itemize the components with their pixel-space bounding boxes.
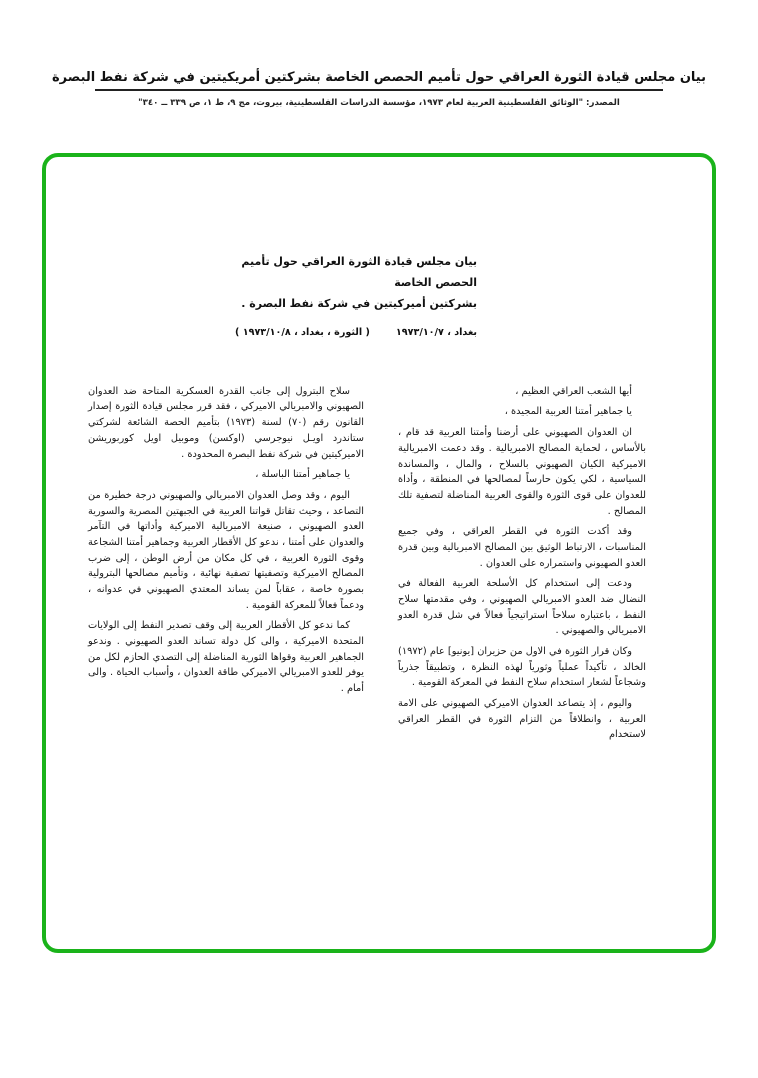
statement-heading-line-1: بيان مجلس قيادة الثورة العراقي حول تأميم الحصص الخاصة <box>241 254 477 289</box>
dateline-ref: ( الثورة ، بغداد ، ١٩٧٣/١٠/٨ ) <box>235 326 370 338</box>
column-left <box>88 384 364 748</box>
title-underline <box>95 89 663 91</box>
paragraph: أيها الشعب العراقي العظيم ، <box>515 385 632 397</box>
statement-heading <box>225 251 477 338</box>
paragraph: سلاح البترول إلى جانب القدرة العسكرية المتاحة ضد العدوان الصهيوني والامبريالي الاميركي ، فقد قرر مجلس قيادة الثورة إصدار القانون رقم (٧٠) لسنة (١٩٧٣) بتأميم الحصة الشائعة لشركتي ستاندرد اويـل نيوجرسي (اوكسن) وموبيل اويل كوربوريشن الاميركيتين في شركة نفط البصرة المحدودة . <box>88 385 364 460</box>
statement-heading-line-2: بشركتين أميركيتين في شركة نفط البصرة . <box>241 297 477 311</box>
paragraph: وكان قرار الثورة في الاول من حزيران [يونيو] عام (١٩٧٢) الخالد ، تأكيداً عملياً وثورياً لهذه النظرة ، وتطبيقاً جذرياً وشجاعاً لشعار استخدام سلاح النفط في المعركة القومية . <box>398 645 646 689</box>
page-title: بيان مجلس قيادة الثورة العراقي حول تأميم الحصص الخاصة بشركتين أمريكيتين في شركة نفط البصرة <box>52 70 706 85</box>
dateline-place: بغداد ، ١٩٧٣/١٠/٧ <box>395 326 477 338</box>
paragraph: يا جماهير أمتنا العربية المجيدة ، <box>504 406 632 418</box>
paragraph: ودعت إلى استخدام كل الأسلحة العربية الفعالة في النضال ضد العدو الامبريالي الصهيوني ، وفي مقدمتها سلاح النفط ، باعتباره سلاحاً استراتيجياً فعالاً في شل قدرة العدو الامبريالي والصهيوني . <box>398 578 646 637</box>
paragraph: اليوم ، وقد وصل العدوان الامبريالي والصهيوني درجة خطيرة من التصاعد ، وحيث تقاتل قواتنا العربية في الجبهتين المصرية والسورية العدو الصهيوني ، صنيعة الامبريالية الاميركية وأداتها في التآمر والعدوان على أمتنا ، ندعو كل الأقطار العربية وجماهير أمتنا الشجاعة وقوى الثورة العربية ، في كل مكان من أرض الوطن ، إلى ضرب المصالح الاميركية وتصفيتها تصفية نهائية ، وتأميم مصالحها البترولية بصورة خاصة ، عقاباً لمن يساند المعتدي الصهيوني في عدوانه ، ودعماً فعالاً للمعركة القومية . <box>88 489 364 611</box>
column-right <box>398 384 646 748</box>
paragraph: يا جماهير أمتنا الباسلة ، <box>255 469 350 481</box>
page-header <box>0 0 758 108</box>
paragraph: واليوم ، إذ يتصاعد العدوان الاميركي الصهيوني على الامة العربية ، وانطلاقاً من التزام الثورة في القطر العراقي لاستخدام <box>398 697 646 741</box>
document-frame <box>42 153 716 953</box>
dateline <box>225 327 477 338</box>
paragraph: وقد أكدت الثورة في القطر العراقي ، وفي جميع المناسبات ، الارتباط الوثيق بين المصالح الامبريالية وبين قدرة العدو الصهيوني واستمراره على العدوان . <box>398 526 646 569</box>
paragraph: كما ندعو كل الأقطار العربية إلى وقف تصدير النفط إلى الولايات المتحدة الاميركية ، والى كل دولة تساند العدو الصهيوني . وندعو الجماهير العربية وقواها الثورية المناضلة إلى التصدي الحازم لكل من يوفر للعدو الامبريالي الاميركي طاقة العدوان ، وأسباب الحياة . والى أمام . <box>88 620 364 694</box>
source-line: المصدر: "الوثائق الفلسطينية العربية لعام ١٩٧٣، مؤسسة الدراسات الفلسطينية، بيروت، مج ٩، ط ١، ص ٣٣٩ ــ ٣٤٠" <box>138 97 620 108</box>
paragraph: ان العدوان الصهيوني على أرضنا وأمتنا العربية قد قام ، بالأساس ، لحماية المصالح الامبريالية . وقد دعمت الامبريالية الاميركية الكيان الصهيوني بالسلاح ، والمال ، والمساندة السياسية ، لكي يكون حارساً لمصالحها في المنطقة ، وأداة للعدوان على قوى الثورة والقوى العربية المناضلة لتصفية تلك المصالح . <box>398 427 646 517</box>
body-columns <box>46 384 712 748</box>
